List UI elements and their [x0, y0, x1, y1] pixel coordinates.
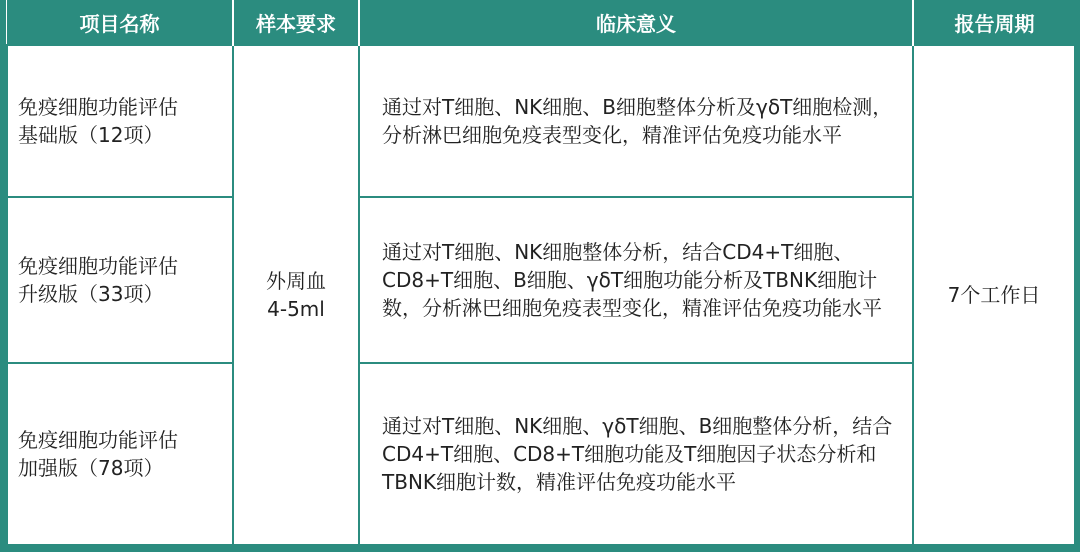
project-version-line: 基础版（12项） [18, 123, 164, 147]
project-version-line: 加强版（78项） [18, 456, 164, 480]
clinical-meaning-cell: 通过对T细胞、NK细胞、γδT细胞、B细胞整体分析，结合CD4+T细胞、CD8+T细胞功能及T细胞因子状态分析和TBNK细胞计数，精准评估免疫功能水平 [359, 363, 913, 545]
report-period-cell: 7个工作日 [913, 45, 1075, 545]
header-project-name: 项目名称 [7, 0, 233, 45]
header-clinical-meaning: 临床意义 [359, 0, 913, 45]
sample-volume: 4-5ml [267, 297, 325, 321]
project-name-line: 免疫细胞功能评估 [18, 428, 178, 452]
project-name-cell [7, 45, 233, 197]
project-name-line: 免疫细胞功能评估 [18, 254, 178, 278]
clinical-meaning-cell: 通过对T细胞、NK细胞、B细胞整体分析及γδT细胞检测，分析淋巴细胞免疫表型变化，精准评估免疫功能水平 [359, 45, 913, 197]
clinical-meaning-cell: 通过对T细胞、NK细胞整体分析，结合CD4+T细胞、CD8+T细胞、B细胞、γδT细胞功能分析及TBNK细胞计数，分析淋巴细胞免疫表型变化，精准评估免疫功能水平 [359, 197, 913, 363]
project-version-line: 升级版（33项） [18, 282, 164, 306]
project-name-line: 免疫细胞功能评估 [18, 95, 178, 119]
header-report-period: 报告周期 [913, 0, 1075, 45]
table-row [7, 45, 1075, 197]
sample-requirement-cell [233, 45, 359, 545]
sample-type: 外周血 [266, 269, 326, 293]
table-header-row [7, 0, 1075, 45]
project-name-cell [7, 363, 233, 545]
project-name-cell [7, 197, 233, 363]
test-items-table [6, 0, 1076, 546]
header-sample-requirement: 样本要求 [233, 0, 359, 45]
